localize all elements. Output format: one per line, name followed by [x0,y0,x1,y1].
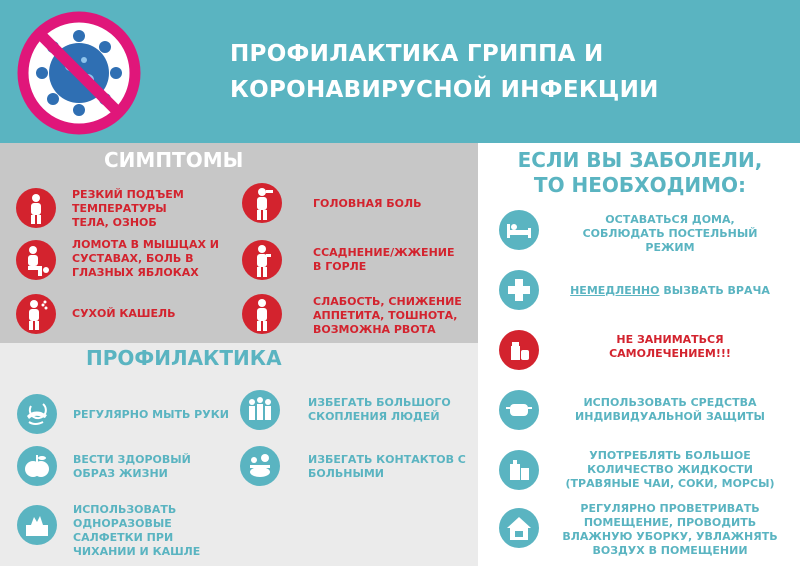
drinks-icon [499,450,539,490]
prevention-wash-hands: РЕГУЛЯРНО МЫТЬ РУКИ [73,408,229,421]
symptom-muscle-ache: ЛОМОТА В МЫШЦАХ И СУСТАВАХ, БОЛЬ В ГЛАЗНЫХ ЯБЛОКАХ [72,238,220,279]
action-drink-fluids: УПОТРЕБЛЯТЬ БОЛЬШОЕ КОЛИЧЕСТВО ЖИДКОСТИ (ТРАВЯНЫЕ ЧАИ, СОКИ, МОРСЫ) [565,449,775,490]
person-chills-icon [16,188,56,228]
symptom-dry-cough: СУХОЙ КАШЕЛЬ [72,307,176,320]
apple-icon [17,446,57,486]
person-cough-icon [16,294,56,334]
person-weakness-icon [242,294,282,334]
bed-icon [499,210,539,250]
symptom-weakness: СЛАБОСТЬ, СНИЖЕНИЕ АППЕТИТА, ТОШНОТА, ВОЗМОЖНА РВОТА [313,295,462,336]
prevention-title: ПРОФИЛАКТИКА [86,346,282,370]
action-call-doctor: НЕМЕДЛЕННО ВЫЗВАТЬ ВРАЧА [570,284,770,297]
house-ventilation-icon [499,508,539,548]
action-stay-home: ОСТАВАТЬСЯ ДОМА, СОБЛЮДАТЬ ПОСТЕЛЬНЫЙ РЕЖИМ [582,213,758,254]
action-protective-equipment: ИСПОЛЬЗОВАТЬ СРЕДСТВА ИНДИВИДУАЛЬНОЙ ЗАЩИТЫ [575,396,765,423]
symptom-sore-throat: ССАДНЕНИЕ/ЖЖЕНИЕ В ГОРЛЕ [313,246,455,273]
prevention-healthy-lifestyle: ВЕСТИ ЗДОРОВЫЙ ОБРАЗ ЖИЗНИ [73,453,191,480]
crowd-icon [240,390,280,430]
action-no-self-treatment: НЕ ЗАНИМАТЬСЯ САМОЛЕЧЕНИЕМ!!! [609,333,731,360]
person-muscle-ache-icon [16,240,56,280]
symptom-fever: РЕЗКИЙ ПОДЪЕМ ТЕМПЕРАТУРЫ ТЕЛА, ОЗНОБ [72,188,184,229]
person-headache-icon [242,183,282,223]
person-sore-throat-icon [242,240,282,280]
no-virus-icon [14,8,144,138]
action-ventilate-room: РЕГУЛЯРНО ПРОВЕТРИВАТЬ ПОМЕЩЕНИЕ, ПРОВОДИТЬ ВЛАЖНУЮ УБОРКУ, УВЛАЖНЯТЬ ВОЗДУХ В ПОМЕЩЕНИИ [562,502,778,557]
prevention-disposable-tissues: ИСПОЛЬЗОВАТЬ ОДНОРАЗОВЫЕ САЛФЕТКИ ПРИ ЧИХАНИИ И КАШЛЕ [73,503,201,558]
avoid-contact-icon [240,446,280,486]
face-mask-icon [499,390,539,430]
medicine-icon [499,330,539,370]
medical-cross-icon [499,270,539,310]
symptom-headache: ГОЛОВНАЯ БОЛЬ [313,197,422,210]
prevention-avoid-crowds: ИЗБЕГАТЬ БОЛЬШОГО СКОПЛЕНИЯ ЛЮДЕЙ [308,396,451,423]
tissue-box-icon [17,505,57,545]
symptoms-title: СИМПТОМЫ [104,148,244,172]
page-title: ПРОФИЛАКТИКА ГРИППА И КОРОНАВИРУСНОЙ ИНФЕКЦИИ [230,41,659,103]
if-sick-title: ЕСЛИ ВЫ ЗАБОЛЕЛИ, ТО НЕОБХОДИМО: [517,148,763,197]
hand-wash-icon [17,394,57,434]
prevention-avoid-sick: ИЗБЕГАТЬ КОНТАКТОВ С БОЛЬНЫМИ [308,453,466,480]
